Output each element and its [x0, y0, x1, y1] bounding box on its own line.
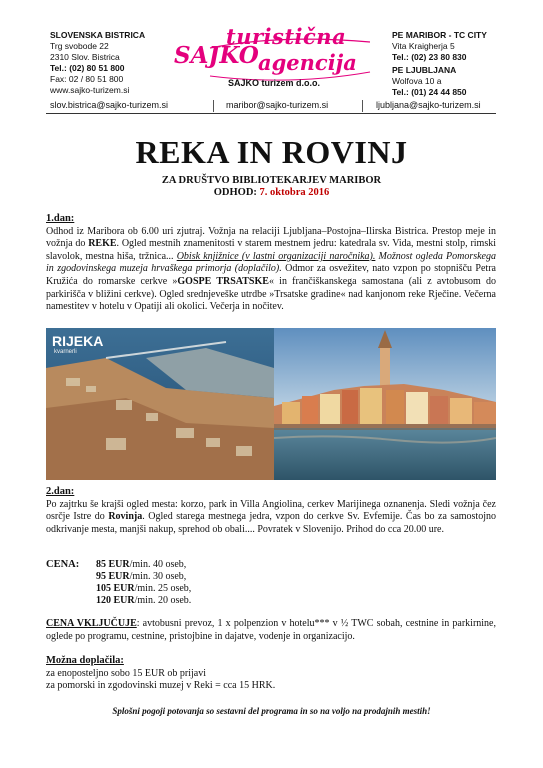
price-includes	[46, 618, 496, 643]
includes-label: CENA VKLJUČUJE	[46, 618, 137, 629]
fax: Fax: 02 / 80 51 800	[50, 74, 124, 84]
extras-label: Možna doplačila:	[46, 655, 124, 666]
subtitle: ZA DRUŠTVO BIBLIOTEKARJEV MARIBOR	[161, 175, 382, 186]
rovinj-photo	[274, 328, 496, 480]
footer-note: Splošni pogoji potovanja so sestavni del programa in so na voljo na prodajnih mestih!	[112, 706, 431, 716]
phone: Tel.: (01) 24 44 850	[392, 87, 467, 97]
email-separator	[362, 100, 363, 112]
office-name: SLOVENSKA BISTRICA	[50, 30, 146, 40]
extras-section	[46, 655, 496, 693]
day1-text: Odhod iz Maribora ob 6.00 uri zjutraj. Vožnja na relaciji Ljubljana–Postojna–Ilirska Bistrica. Prestop meje in vožnja do REKE. Ogled mestnih znamenitosti v starem mestnem jedru: katedrala sv. Vida, mestni stolp, rimski slavolok, mestna hiša, tržnica... Obisk knjižnice (v lastni organizaciji naročnika). Možnost ogleda Pomorskega in zgodovinskega muzeja hrvaškega primorja (doplačilo). Odmor za osvežitev, nato vzpon po stopnišču Petra Kružića do romarske cerkve »GOSPE TRSATSKE« in frančiškanskega samostana (ali z avtobusom do parkirišča v bližini cerkve). Ogled srednjeveške utrdbe »Trsatske gradine« nad kanjonom reke Rječine. Večerna namestitev v hotelu v Opatiji ali okolici. Večerja in nočitev.	[46, 225, 497, 313]
header-offices-right	[392, 30, 487, 98]
office-name: PE LJUBLJANA	[392, 65, 457, 75]
price-row: 95 EUR/min. 30 oseb,	[96, 571, 187, 582]
phone: Tel.: (02) 80 51 800	[50, 63, 125, 73]
logo-word-sajko: SAJKO	[174, 42, 259, 69]
price-list	[96, 559, 191, 607]
extras-item: za enoposteljno sobo 15 EUR ob prijavi	[46, 667, 206, 679]
price-label: CENA:	[46, 559, 80, 570]
header-divider	[46, 113, 496, 114]
day2-text: Po zajtrku še krajši ogled mesta: korzo, park in Villa Angiolina, cerkev Marijinega oznanenja. Sledi vožnja čez osrčje Istre do Rovinja. Ogled starega mestnega jedra, vzpon do cerkve Sv. Evfemije. Čas bo za samostojno odkrivanje mesta, manjši nakup, sprehod ob obali.... Povratek v Slovenijo. Prihod do cca 20.00 ure.	[46, 498, 496, 535]
includes-text: : avtobusni prevoz, 1 x polpenzion v hotelu*** v ½ TWC sobah, cestnine in parkirnine, oglede po programu, cestnine, pristojbine in dajatve, vodenje in organizacijo.	[46, 618, 496, 642]
address-line: Vita Kraigherja 5	[392, 41, 455, 51]
price-row: 85 EUR/min. 40 oseb,	[96, 559, 187, 570]
address-line: Wolfova 10 a	[392, 76, 442, 86]
logo-word-agencija: agencija	[258, 50, 357, 75]
price-row: 120 EUR/min. 20 oseb.	[96, 595, 192, 606]
extras-item: za pomorski in zgodovinski muzej v Reki = cca 15 HRK.	[46, 680, 276, 692]
email-ljubljana[interactable]: ljubljana@sajko-turizem.si	[376, 100, 481, 110]
day1-heading: 1.dan:	[46, 213, 75, 224]
logo-word-turisticna: turistična	[226, 24, 347, 49]
email-maribor[interactable]: maribor@sajko-turizem.si	[226, 100, 329, 110]
departure-date: 7. oktobra 2016	[259, 187, 330, 198]
address-line: 2310 Slov. Bistrica	[50, 52, 120, 62]
logo-company-name: SAJKO turizem d.o.o.	[228, 78, 321, 88]
address-line: Trg svobode 22	[50, 41, 109, 51]
day2-heading: 2.dan:	[46, 486, 75, 497]
departure-label: ODHOD:	[213, 187, 260, 198]
day1-section	[46, 213, 496, 314]
rijeka-aerial-photo	[46, 328, 274, 480]
day2-section	[46, 486, 496, 536]
page-title: REKA IN ROVINJ	[135, 134, 408, 170]
website-link[interactable]: www.sajko-turizem.si	[50, 85, 130, 95]
email-separator	[213, 100, 214, 112]
departure-line	[0, 187, 543, 198]
price-row: 105 EUR/min. 25 oseb,	[96, 583, 192, 594]
rijeka-photo-label: RIJEKA	[52, 333, 104, 349]
phone: Tel.: (02) 23 80 830	[392, 52, 467, 62]
header-office-slovenska-bistrica	[50, 30, 145, 96]
company-logo	[170, 26, 382, 92]
rijeka-photo-sublabel: kvarnerli	[54, 349, 77, 355]
office-name: PE MARIBOR - TC CITY	[392, 30, 487, 40]
email-slovenska-bistrica[interactable]: slov.bistrica@sajko-turizem.si	[50, 100, 168, 110]
